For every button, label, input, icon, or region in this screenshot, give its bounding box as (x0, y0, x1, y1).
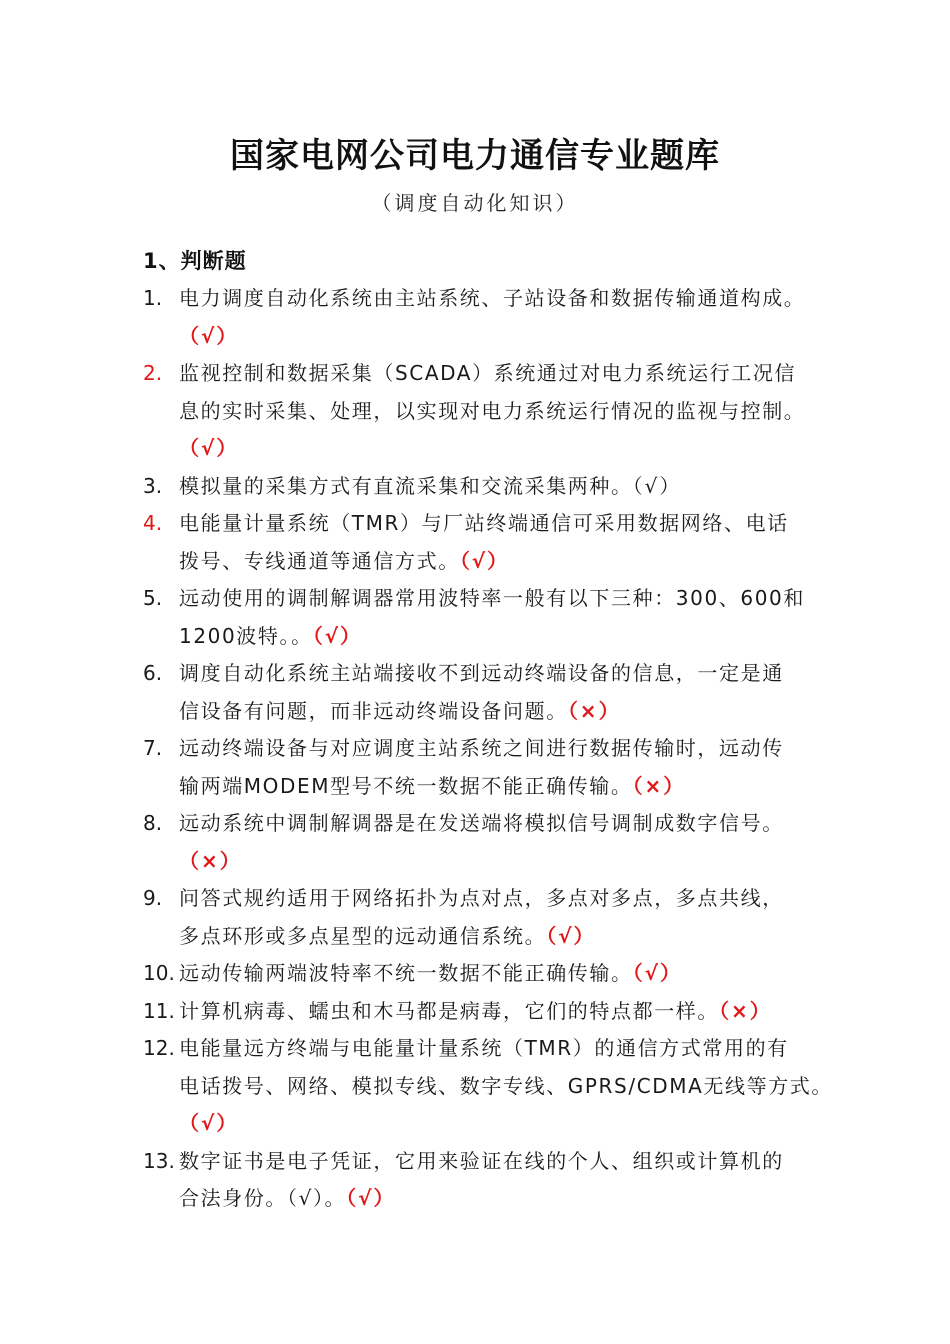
question-number: 7. (143, 736, 163, 760)
question-line (179, 280, 805, 317)
question-line (179, 1143, 784, 1180)
question-line (179, 543, 509, 580)
question-line (179, 730, 784, 767)
question-item (143, 355, 833, 468)
question-text: 电话拨号、网络、模拟专线、数字专线、GPRS/CDMA无线等方式。 (179, 1073, 833, 1098)
question-line (179, 318, 238, 355)
question-line (179, 1068, 833, 1105)
question-line (179, 955, 682, 992)
question-item (143, 580, 833, 655)
document-subtitle: （调度自动化知识） (371, 191, 579, 215)
question-number: 4. (143, 511, 163, 535)
question-line (179, 768, 685, 805)
question-text: 远动传输两端波特率不统一数据不能正确传输。 (179, 961, 633, 985)
question-line (179, 918, 596, 955)
question-text: 调度自动化系统主站端接收不到远动终端设备的信息，一定是通 (179, 661, 784, 685)
question-text: 拨号、专线通道等通信方式。 (179, 548, 460, 573)
question-item (143, 993, 833, 1031)
question-line (179, 655, 784, 692)
answer-mark: （√） (346, 1186, 396, 1210)
question-item (143, 280, 833, 355)
question-item (143, 955, 833, 993)
question-text: 模拟量的采集方式有直流采集和交流采集两种。 (179, 473, 633, 498)
answer-mark: （√） (312, 623, 363, 648)
answer-mark: （√） (632, 961, 682, 985)
question-number: 13. (143, 1148, 175, 1173)
question-line (179, 993, 772, 1030)
question-line (179, 1180, 396, 1217)
question-number: 12. (143, 1036, 175, 1060)
question-line (179, 880, 784, 917)
question-text: 输两端MODEM型号不统一数据不能正确传输。 (179, 773, 633, 798)
question-line (179, 580, 805, 617)
question-text: 数字证书是电子凭证，它用来验证在线的个人、组织或计算机的 (179, 1148, 784, 1173)
question-text: 监视控制和数据采集（SCADA）系统通过对电力系统运行工况信 (179, 361, 797, 385)
answer-mark: （√） (179, 1111, 239, 1135)
answer-mark: （√） (179, 436, 239, 460)
question-text: 远动系统中调制解调器是在发送端将模拟信号调制成数字信号。 (179, 811, 784, 835)
answer-mark: （√） (179, 323, 239, 348)
answer-mark: （×） (179, 848, 242, 873)
document-title: 国家电网公司电力通信专业题库 (230, 136, 720, 176)
question-text: 息的实时采集、处理，以实现对电力系统运行情况的监视与控制。 (179, 398, 806, 423)
question-text: 远动终端设备与对应调度主站系统之间进行数据传输时，远动传 (179, 736, 784, 760)
answer-mark: （×） (567, 698, 621, 723)
question-text: 电力调度自动化系统由主站系统、子站设备和数据传输通道构成。 (179, 286, 806, 310)
question-text: 电能量计量系统（TMR）与厂站终端通信可采用数据网络、电话 (179, 511, 789, 535)
question-item (143, 468, 833, 506)
question-number: 10. (143, 961, 175, 985)
question-text: 信设备有问题，而非远动终端设备问题。 (179, 698, 568, 723)
question-number: 8. (143, 811, 163, 835)
question-number: 9. (143, 886, 163, 910)
question-item (143, 1143, 833, 1218)
question-item (143, 655, 833, 730)
answer-mark: （×） (632, 773, 686, 798)
question-item (143, 880, 833, 955)
question-line (179, 393, 805, 430)
question-number: 11. (143, 998, 175, 1023)
question-line (179, 618, 362, 655)
question-line (179, 1030, 789, 1067)
question-text: 计算机病毒、蠕虫和木马都是病毒，它们的特点都一样。 (179, 998, 719, 1023)
question-text: 问答式规约适用于网络拓扑为点对点，多点对多点，多点共线， (179, 886, 784, 910)
answer-mark: （×） (719, 998, 772, 1023)
answer-mark: （√） (632, 473, 682, 498)
question-number: 2. (143, 361, 163, 385)
answer-mark: （√） (546, 923, 596, 948)
question-line (179, 430, 238, 467)
question-number: 3. (143, 473, 163, 498)
question-text: 1200波特。。 (179, 623, 313, 648)
question-line (179, 468, 681, 505)
question-text: 合法身份。（√）。 (179, 1186, 347, 1210)
question-item (143, 730, 833, 805)
section-heading: 1、判断题 (143, 249, 247, 273)
question-text: 电能量远方终端与电能量计量系统（TMR）的通信方式常用的有 (179, 1036, 789, 1060)
question-text: 远动使用的调制解调器常用波特率一般有以下三种：300、600和 (179, 586, 805, 610)
question-number: 1. (143, 286, 163, 310)
question-line (179, 805, 784, 842)
question-line (179, 505, 789, 542)
question-item (143, 805, 833, 880)
question-number: 6. (143, 661, 163, 685)
question-line (179, 355, 796, 392)
question-line (179, 1105, 238, 1142)
question-line (179, 693, 621, 730)
answer-mark: （√） (459, 548, 510, 573)
question-line (179, 843, 242, 880)
question-item (143, 505, 833, 580)
question-item (143, 1030, 833, 1143)
question-number: 5. (143, 586, 163, 610)
question-text: 多点环形或多点星型的远动通信系统。 (179, 923, 547, 948)
